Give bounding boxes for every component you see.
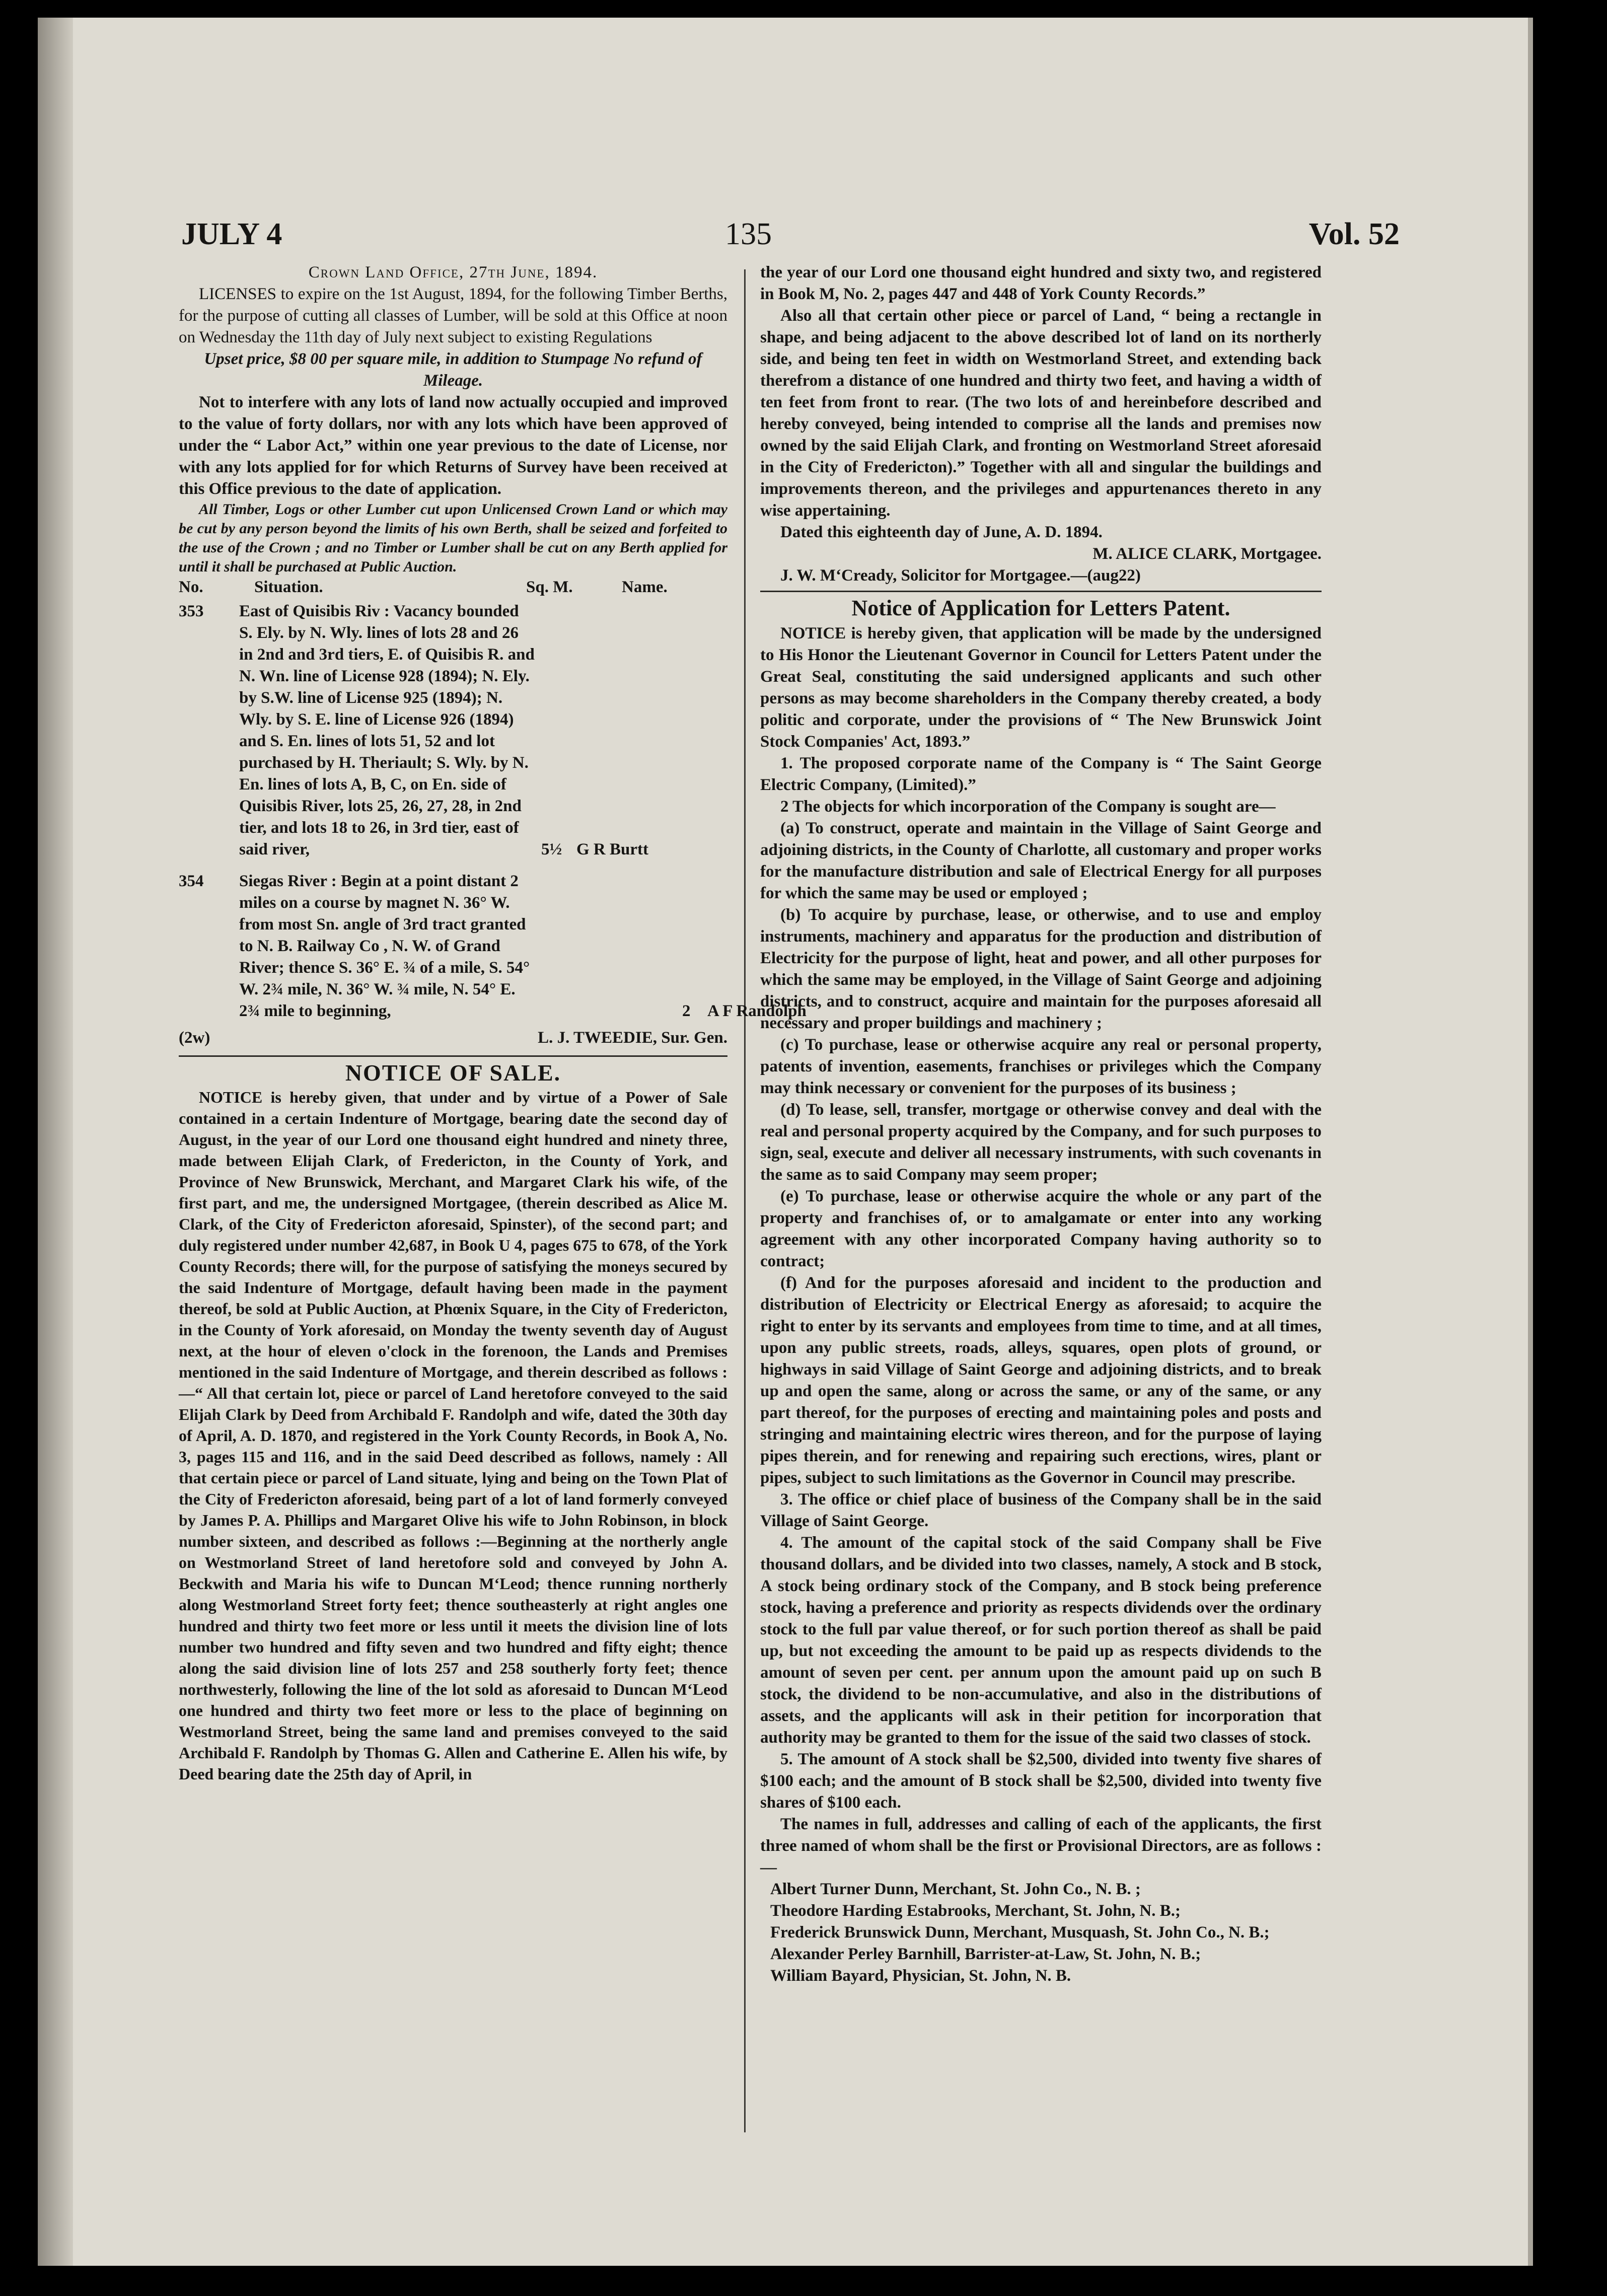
mortgagee-signature: M. ALICE CLARK, Mortgagee. xyxy=(1092,545,1322,563)
section-rule xyxy=(760,591,1322,592)
crown-land-conditions: Not to interfere with any lots of land now actually occupied and improved to the value of forty dollars, nor with any lots which have been approved of under the “ Labor Act,” within one year previous to the date of License, nor with any lots applied for for which Returns of Survey have been received at this Office previous to the date of application. xyxy=(179,393,727,498)
letters-patent-item-4: 4. The amount of the capital stock of the said Company shall be Five thousand dollars, and be divided into two classes, namely, A stock and B stock, A stock being ordinary stock of the Company, and B stock being preference stock, having a preference and priority as respects dividends over the ordinary stock to the full par value thereof, or for such portion thereof as shall be paid up, but not exceeding the amount to be paid up as respects dividends to the amount of seven per cent. per annum upon the amount paid up on such B stock, the dividend to be non-accumulative, and also in the distributions of assets, and the applicants will ask in their petition for incorporation that authority may be granted to them for the issue of the said two classes of stock. xyxy=(760,1534,1322,1747)
col-header-sq-m: Sq. M. xyxy=(526,578,573,596)
lot-situation: East of Quisibis Riv : Vacancy bounded S. Ely. by N. Wly. lines of lots 28 and 26 in 2nd and 3rd tiers, E. of Quisibis R. and N. Wn. line of License 928 (1894); N. Ely. by S.W. line of License 925 (1894); N. Wly. by S. E. line of License 926 (1894) and S. En. lines of lots 51, 52 and lot purchased by H. Theriault; S. Wly. by N. En. lines of lots A, B, C, on En. side of Quisibis River, lots 25, 26, 27, 28, in 2nd tier, and lots 18 to 26, in 3rd tier, east of said river, xyxy=(239,602,535,858)
director-entry: Theodore Harding Estabrooks, Merchant, St. John, N. B.; xyxy=(770,1902,1181,1920)
column-divider xyxy=(744,269,746,2132)
header-volume: Vol. 52 xyxy=(1308,217,1400,251)
letters-patent-item-b: (b) To acquire by purchase, lease, or otherwise, and to use and employ instruments, machinery and apparatus for the production and distribution of Electricity for the purpose of light, heat and power, and all other purposes for which the same may be employed, in the Village of Saint George and adjoining districts, and to construct, acquire and maintain for the purposes aforesaid all necessary and proper buildings and machinery ; xyxy=(760,906,1322,1032)
letters-patent-item-a: (a) To construct, operate and maintain in the Village of Saint George and adjoining districts, in the County of Charlotte, all customary and proper works for the manufacture distribution and sale of Electrical Energy for all purposes for which the same may be used or employed ; xyxy=(760,819,1322,902)
letters-patent-item-2: 2 The objects for which incorporation of the Company is sought are— xyxy=(780,798,1276,816)
lots-table-header xyxy=(179,577,727,599)
col-header-name: Name. xyxy=(622,578,668,596)
header-date: JULY 4 xyxy=(181,217,282,251)
letters-patent-item-e: (e) To purchase, lease or otherwise acquire the whole or any part of the property and franchises of, or to amalgamate or enter into any working agreement with any other incorporated Company having authority so to contract; xyxy=(760,1187,1322,1270)
lot-purchaser-name: G R Burtt xyxy=(576,840,648,858)
right-column xyxy=(760,262,1322,1987)
section-rule xyxy=(179,1055,727,1057)
letters-patent-item-d: (d) To lease, sell, transfer, mortgage or otherwise convey and deal with the real and personal property acquired by the Company, and for such purposes to sign, seal, execute and deliver all necessary instruments, with such covenants in the same as to said Company may seem proper; xyxy=(760,1101,1322,1184)
col-header-no: No. xyxy=(179,578,203,596)
letters-patent-item-5: 5. The amount of A stock shall be $2,500, divided into twenty five shares of $100 each; and the amount of B stock shall be $2,500, divided into twenty five shares of $100 each. xyxy=(760,1750,1322,1812)
lot-353 xyxy=(179,601,727,860)
notice-of-sale-second-parcel: Also all that certain other piece or parcel of Land, “ being a rectangle in shape, and being adjacent to the above described lot of land on its northerly side, and being ten feet in width on Westmorland Street, and extending back therefrom a distance of one hundred and thirty two feet, and having a width of ten feet from front to rear. (The two lots of and hereinbefore described and hereby conveyed, being intended to comprise all the lands and premises now owned by the said Elijah Clark, and fronting on Westmorland Street aforesaid in the City of Fredericton).” Together with all and singular the buildings and improvements thereon, and the privileges and appurtenances thereto in any wise appertaining. xyxy=(760,307,1322,520)
letters-patent-names-intro: The names in full, addresses and calling of each of the applicants, the first three named of whom shall be the first or Provisional Directors, are as follows :— xyxy=(760,1815,1322,1877)
surveyor-general-signature: L. J. TWEEDIE, Sur. Gen. xyxy=(538,1029,727,1047)
director-entry: William Bayard, Physician, St. John, N. B. xyxy=(770,1967,1071,1985)
letters-patent-item-c: (c) To purchase, lease or otherwise acquire any real or personal property, patents of invention, easements, franchises or privileges which the Company may think necessary or convenient for the purposes of its business ; xyxy=(760,1036,1322,1097)
solicitor-line: J. W. M‘Cready, Solicitor for Mortgagee.—(aug22) xyxy=(780,566,1141,585)
letters-patent-intro: NOTICE is hereby given, that application will be made by the undersigned to His Honor the Lieutenant Governor in Council for Letters Patent under the Great Seal, constituting the said undersigned applicants and such other persons as may become shareholders in the Company thereby created, a body politic and corporate, under the provisions of “ The New Brunswick Joint Stock Companies' Act, 1893.” xyxy=(760,624,1322,751)
notice-of-sale-body: NOTICE is hereby given, that under and by virtue of a Power of Sale contained in a certain Indenture of Mortgage, bearing date the second day of August, in the year of our Lord one thousand eight hundred and ninety three, made between Elijah Clark, of Fredericton, in the County of York, and Province of New Brunswick, Merchant, and Margaret Clark his wife, of the first part, and me, the undersigned Mortgagee, (therein described as Alice M. Clark, of the City of Fredericton aforesaid, Spinster), of the second part; and duly registered under number 42,687, in Book U 4, pages 675 to 678, of the York County Records; there will, for the purpose of satisfying the moneys secured by the said Indenture of Mortgage, default having been made in the payment thereof, be sold at Public Auction, at Phœnix Square, in the City of Fredericton, in the County of York aforesaid, on Monday the twenty seventh day of August next, at the hour of eleven o'clock in the forenoon, the Lands and Premises mentioned in the said Indenture of Mortgage, and therein described as follows :—“ All that certain lot, piece or parcel of Land heretofore conveyed to the said Elijah Clark by Deed from Archibald F. Randolph and wife, dated the 30th day of April, A. D. 1870, and registered in the York County Records, in Book A, No. 3, pages 115 and 116, and in the said Deed described as follows, namely : All that certain piece or parcel of Land situate, lying and being on the Town Plat of the City of Fredericton aforesaid, being part of a lot of land formerly conveyed by James P. A. Phillips and Margaret Olive his wife to John Robinson, in block number sixteen, and described as follows :—Beginning at the northerly angle on Westmorland Street of land heretofore sold and conveyed by John A. Beckwith and Maria his wife to Duncan M‘Leod; thence running northerly along Westmorland Street forty feet; thence southeasterly at right angles one hundred and thirty two feet more or less until it meets the division line of lots number two hundred and fifty seven and two hundred and fifty eight; thence along the said division line of lots 257 and 258 southerly forty feet; thence northwesterly, following the line of the lot sold as aforesaid to Duncan M‘Leod one hundred and thirty two feet more or less to the place of beginning on Westmorland Street, being the same land and premises conveyed to the said Archibald F. Randolph by Thomas G. Allen and Catherine E. Allen his wife, by Deed bearing date the 25th day of April, in xyxy=(179,1088,727,1783)
directors-list xyxy=(760,1879,1322,1987)
page-header xyxy=(181,201,1400,267)
lot-number: 353 xyxy=(179,602,204,620)
lot-situation: Siegas River : Begin at a point distant 2 miles on a course by magnet N. 36° W. from most Sn. angle of 3rd tract granted to N. B. Railway Co , N. W. of Grand River; thence S. 36° E. ¾ of a mile, S. 54° W. 2¾ mile, N. 36° W. ¾ mile, N. 54° E. 2¾ mile to beginning, xyxy=(239,872,530,1020)
letters-patent-heading: Notice of Application for Letters Patent. xyxy=(851,596,1230,620)
director-entry: Frederick Brunswick Dunn, Merchant, Musquash, St. John Co., N. B.; xyxy=(770,1923,1270,1942)
insertions-note: (2w) xyxy=(179,1029,210,1047)
lot-square-miles: 5½ xyxy=(541,840,562,858)
crown-land-intro: LICENSES to expire on the 1st August, 1894, for the following Timber Berths, for the purpose of cutting all classes of Lumber, will be sold at this Office at noon on Wednesday the 11th day of July next subject to existing Regulations xyxy=(179,285,727,346)
col-header-situation: Situation. xyxy=(254,578,323,596)
lot-354 xyxy=(179,871,807,1022)
lot-square-miles: 2 xyxy=(682,1002,691,1020)
left-column xyxy=(179,262,807,1784)
director-entry: Alexander Perley Barnhill, Barrister-at-Law, St. John, N. B.; xyxy=(770,1945,1201,1963)
upset-price: Upset price, $8 00 per square mile, in addition to Stumpage No refund of Mileage. xyxy=(204,350,702,390)
notice-of-sale-continued: the year of our Lord one thousand eight hundred and sixty two, and registered in Book M, No. 2, pages 447 and 448 of York County Records.” xyxy=(760,263,1322,303)
crown-land-warning: All Timber, Logs or other Lumber cut upon Unlicensed Crown Land or which may be cut by any person beyond the limits of his own Berth, shall be seized and forfeited to the use of the Crown ; and no Timber or Lumber shall be cut on any Berth applied for until it shall be purchased at Public Auction. xyxy=(179,501,727,575)
lot-purchaser-name: A F Randolph xyxy=(707,1002,807,1020)
letters-patent-item-f: (f) And for the purposes aforesaid and incident to the production and distribution of Electricity or Electrical Energy as aforesaid; to acquire the right to enter by its servants and employees from time to time, and at all times, upon any public streets, roads, alleys, squares, open plots of ground, or highways in said Village of Saint George and adjoining districts, and to break up and open the same, along or across the same, or any of the same, or any part thereof, for the purposes of erecting and maintaining poles and posts and stringing and maintaining electric wires thereon, and for the purpose of laying pipes therein, and for renewing and repairing such erections, wires, plant or pipes, subject to such limitations as the Governor in Council may prescribe. xyxy=(760,1274,1322,1487)
letters-patent-item-1: 1. The proposed corporate name of the Company is “ The Saint George Electric Company, (Limited).” xyxy=(760,754,1322,794)
notice-of-sale-dated: Dated this eighteenth day of June, A. D. 1894. xyxy=(780,523,1103,541)
notice-of-sale-heading: NOTICE OF SALE. xyxy=(345,1060,561,1086)
header-page-number: 135 xyxy=(725,217,772,251)
director-entry: Albert Turner Dunn, Merchant, St. John Co., N. B. ; xyxy=(770,1880,1141,1898)
letters-patent-item-3: 3. The office or chief place of business of the Company shall be in the said Village of Saint George. xyxy=(760,1490,1322,1530)
lot-number: 354 xyxy=(179,872,204,890)
crown-land-office-line: Crown Land Office, 27th June, 1894. xyxy=(308,263,598,281)
crown-land-signature-line xyxy=(179,1027,727,1051)
page-edge xyxy=(38,18,73,2266)
